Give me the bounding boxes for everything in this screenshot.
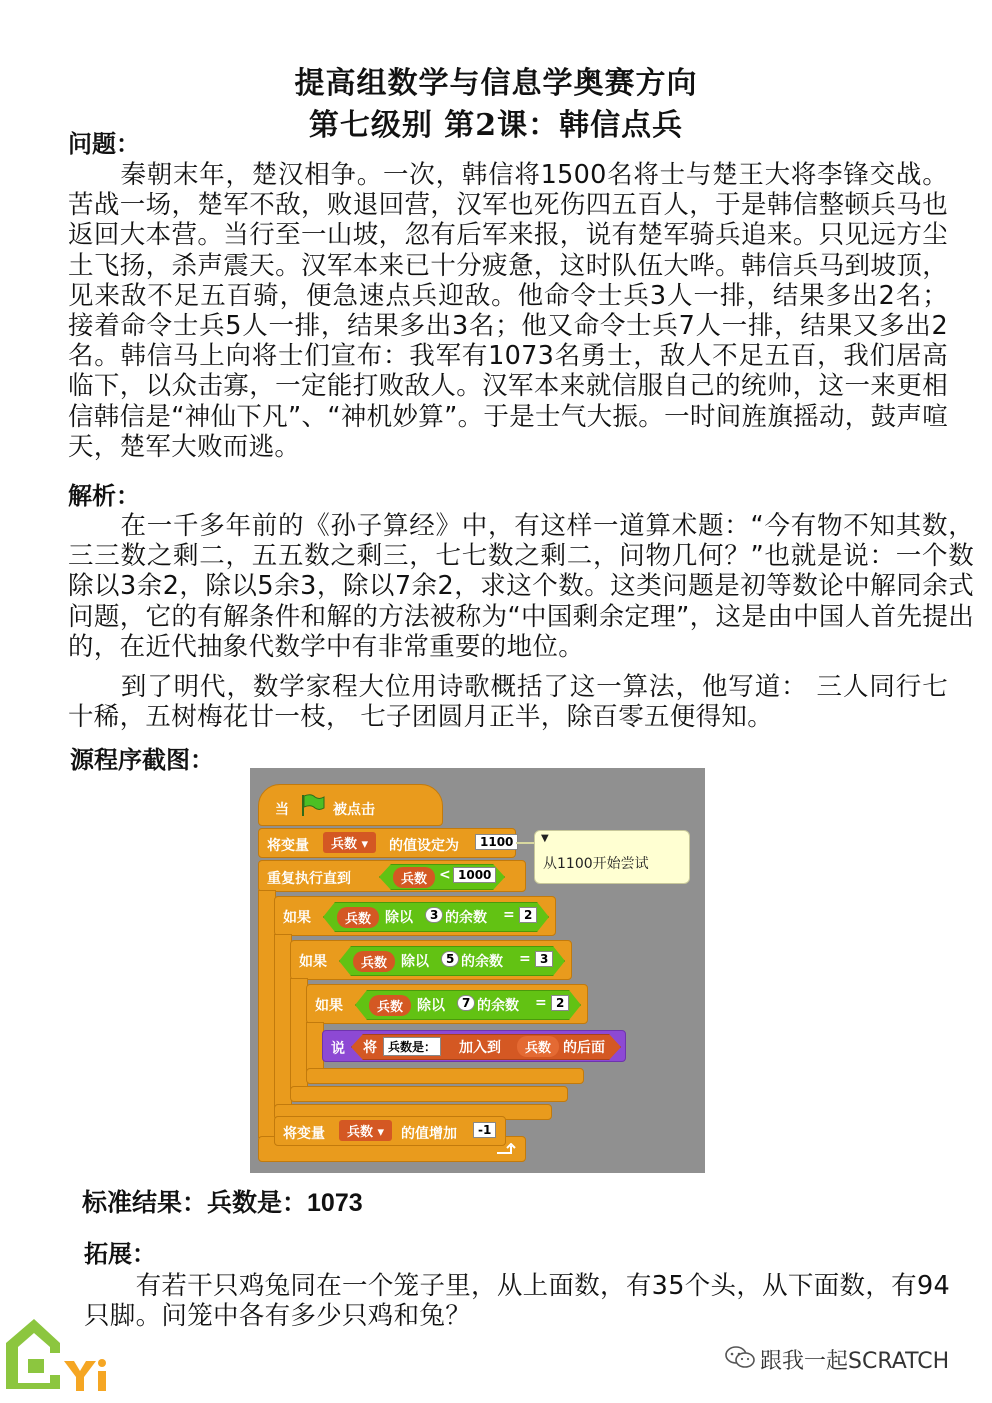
join-mid: 加入到 [459,1040,501,1056]
green-flag-icon [299,793,325,817]
set-variable-block [258,828,516,858]
join-variable: 兵数 [517,1036,559,1057]
if1-mod-prefix: 除以 [385,910,413,926]
less-than-value: 1000 [453,867,496,883]
if3-mod-suffix: 的余数 [477,998,519,1014]
if2-divisor: 5 [441,951,459,967]
less-than-variable: 兵数 [393,867,435,888]
set-variable-dropdown: 兵数 ▾ [323,832,376,853]
hat-suffix: 被点击 [333,802,375,818]
result-label: 标准结果：兵数是： [82,1188,308,1217]
repeat-until-block-top [258,860,526,892]
comment-text: 从1100开始尝试 [543,856,649,872]
repeat-label: 重复执行直到 [267,871,351,887]
if2-mod-prefix: 除以 [401,954,429,970]
if3-eq: = [535,995,547,1011]
set-prefix: 将变量 [267,838,309,854]
if3-remainder: 2 [551,995,569,1011]
comment-toggle-icon: ▼ [541,833,549,844]
join-label: 将 [363,1040,377,1056]
when-flag-clicked-block [258,784,443,826]
if3-variable: 兵数 [369,995,411,1016]
analysis-para-1: 在一千多年前的《孙子算经》中，有这样一道算术题：“今有物不知其数，三三数之剩二，五五数之剩三，七七数之剩二，问物几何？”也就是说：一个数除以3余2，除以5余3，除以7余2，求这个数。这类问题是初等数论中解同余式问题，它的有解条件和解的方法被称为“中国剩余定理”，这是由中国人首先提出的，在近代抽象代数学中有非常重要的地位。 [68,511,974,662]
result-line [82,1183,363,1219]
house-logo-icon [0,1313,110,1393]
change-mid: 的值增加 [401,1126,457,1142]
join-text: 兵数是： [383,1037,441,1056]
set-mid: 的值设定为 [389,838,459,854]
if3-divisor: 7 [457,995,475,1011]
if1-remainder: 2 [519,907,537,923]
if3-mod-prefix: 除以 [417,998,445,1014]
wechat-icon [724,1344,756,1370]
problem-heading: 问题： [68,129,140,158]
change-variable-dropdown: 兵数 ▾ [339,1120,392,1141]
extension-text: 有若干只鸡兔同在一个笼子里，从上面数，有35个头，从下面数，有94只脚。问笼中各有多少只鸡和兔？ [84,1271,950,1332]
if-block-3-bottom [306,1068,584,1084]
say-label: 说 [331,1041,345,1057]
change-variable-name: 兵数 [347,1125,374,1140]
if2-eq: = [519,951,531,967]
title-line-2: 第七级别 第2课：韩信点兵 [308,108,684,143]
if-label-1: 如果 [283,910,311,926]
if-label-2: 如果 [299,954,327,970]
if2-variable: 兵数 [353,951,395,972]
analysis-heading: 解析： [68,481,140,510]
problem-text: 秦朝末年，楚汉相争。一次，韩信将1500名将士与楚王大将李锋交战。苦战一场，楚军不敌，败退回营，汉军也死伤四五百人，于是韩信整顿兵马也返回大本营。当行至一山坡，忽有后军来报，说有楚军骑兵追来。只见远方尘土飞扬，杀声震天。汉军本来已十分疲惫，这时队伍大哗。韩信兵马到坡顶，见来敌不足五百骑，便急速点兵迎敌。他命令士兵3人一排，结果多出2名；接着命令士兵5人一排，结果多出3名；他又命令士兵7人一排，结果又多出2名。韩信马上向将士们宣布：我军有1073名勇士，敌人不足五百，我们居高临下，以众击寡，一定能打败敌人。汉军本来就信服自己的统帅，这一来更相信韩信是“神仙下凡”、“神机妙算”。于是士气大振。一时间旌旗摇动，鼓声喧天，楚军大败而逃。 [68,160,948,462]
source-heading: 源程序截图： [70,745,214,774]
if-block-2-top [290,940,572,980]
result-value: 1073 [307,1189,363,1217]
watermark-text: 跟我一起SCRATCH [760,1349,950,1374]
change-prefix: 将变量 [283,1126,325,1142]
join-suffix: 的后面 [563,1040,605,1056]
if1-mod-suffix: 的余数 [445,910,487,926]
if1-divisor: 3 [425,907,443,923]
if2-mod-suffix: 的余数 [461,954,503,970]
if-block-3-top [306,984,588,1024]
set-variable-name: 兵数 [331,837,358,852]
set-value: 1100 [475,834,518,850]
if2-remainder: 3 [535,951,553,967]
change-variable-block [274,1116,506,1146]
if1-variable: 兵数 [337,907,379,928]
change-value: -1 [473,1122,496,1138]
add-to-list-block [322,1030,626,1062]
if-block-1-top [274,896,556,936]
comment-connector [516,842,534,844]
if-label-3: 如果 [315,998,343,1014]
hat-label: 当 [275,802,289,818]
analysis-para-2: 到了明代，数学家程大位用诗歌概括了这一算法，他写道： 三人同行七十稀，五树梅花廿一枝， 七子团圆月正半，除百零五便得知。 [68,672,948,733]
extension-heading: 拓展： [84,1239,156,1268]
scratch-program-screenshot [250,768,705,1173]
less-than-operator: < [439,867,451,883]
if1-eq: = [503,907,515,923]
comment-note [534,830,690,884]
title-line-1: 提高组数学与信息学奥赛方向 [294,66,698,101]
if-block-2-bottom [290,1086,568,1102]
